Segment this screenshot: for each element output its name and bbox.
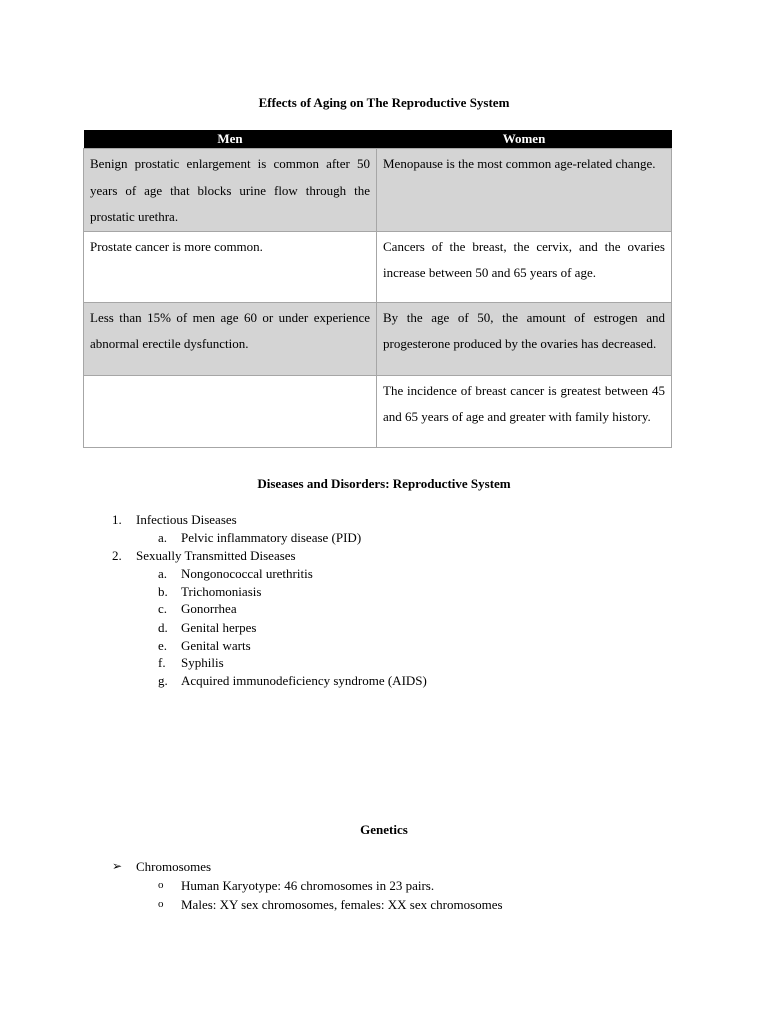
sublist-item-marker: b. bbox=[158, 584, 168, 599]
sublist-item-marker: c. bbox=[158, 601, 168, 616]
diseases-title: Diseases and Disorders: Reproductive System bbox=[257, 476, 511, 491]
table-row bbox=[84, 375, 672, 447]
sublist-item-marker: a. bbox=[158, 566, 168, 581]
table-cell: The incidence of breast cancer is greatest between 45 and 65 years of age and greater with family history. bbox=[377, 375, 672, 447]
table-row bbox=[84, 149, 672, 232]
table-cell: Prostate cancer is more common. bbox=[84, 231, 377, 302]
aging-table bbox=[83, 130, 672, 448]
sublist-item: Trichomoniasis bbox=[181, 584, 262, 599]
table-cell: Less than 15% of men age 60 or under experience abnormal erectile dysfunction. bbox=[84, 302, 377, 375]
circle-bullet-icon: o bbox=[158, 879, 164, 891]
sublist-item: Genital warts bbox=[181, 638, 251, 653]
list-item: Sexually Transmitted Diseases bbox=[136, 548, 296, 563]
sublist-item-marker: f. bbox=[158, 655, 166, 670]
list-item: Infectious Diseases bbox=[136, 512, 237, 527]
table-cell bbox=[84, 375, 377, 447]
sublist-item: Genital herpes bbox=[181, 620, 257, 635]
circle-bullet-icon: o bbox=[158, 898, 164, 910]
sublist-item-marker: e. bbox=[158, 638, 168, 653]
table-cell: Benign prostatic enlargement is common after 50 years of age that blocks urine flow through the prostatic urethra. bbox=[84, 149, 377, 232]
sublist-item: Gonorrhea bbox=[181, 601, 237, 616]
sublist-item-marker: a. bbox=[158, 530, 168, 545]
header-men: Men bbox=[84, 130, 377, 149]
table-cell: By the age of 50, the amount of estrogen and progesterone produced by the ovaries has decreased. bbox=[377, 302, 672, 375]
table-header-row bbox=[84, 130, 672, 149]
table-row bbox=[84, 302, 672, 375]
sublist-item: Pelvic inflammatory disease (PID) bbox=[181, 530, 362, 545]
genetics-title: Genetics bbox=[360, 822, 408, 837]
sublist-item: Nongonococcal urethritis bbox=[181, 566, 313, 581]
sublist-item-marker: d. bbox=[158, 620, 168, 635]
sublist-item: Syphilis bbox=[181, 655, 224, 670]
sublist-item-marker: g. bbox=[158, 673, 168, 688]
aging-title: Effects of Aging on The Reproductive System bbox=[258, 95, 510, 110]
header-women: Women bbox=[377, 130, 672, 149]
list-item-marker: 1. bbox=[112, 512, 122, 527]
sublist-item: Acquired immunodeficiency syndrome (AIDS) bbox=[181, 673, 427, 688]
table-row bbox=[84, 231, 672, 302]
table-cell: Menopause is the most common age-related change. bbox=[377, 149, 672, 232]
sublist-item: Males: XY sex chromosomes, females: XX sex chromosomes bbox=[181, 897, 503, 912]
sublist-item: Human Karyotype: 46 chromosomes in 23 pairs. bbox=[181, 878, 435, 893]
arrowhead-bullet-icon: ➢ bbox=[112, 859, 123, 873]
list-item: Chromosomes bbox=[136, 859, 212, 874]
list-item-marker: 2. bbox=[112, 548, 122, 563]
table-cell: Cancers of the breast, the cervix, and the ovaries increase between 50 and 65 years of age. bbox=[377, 231, 672, 302]
